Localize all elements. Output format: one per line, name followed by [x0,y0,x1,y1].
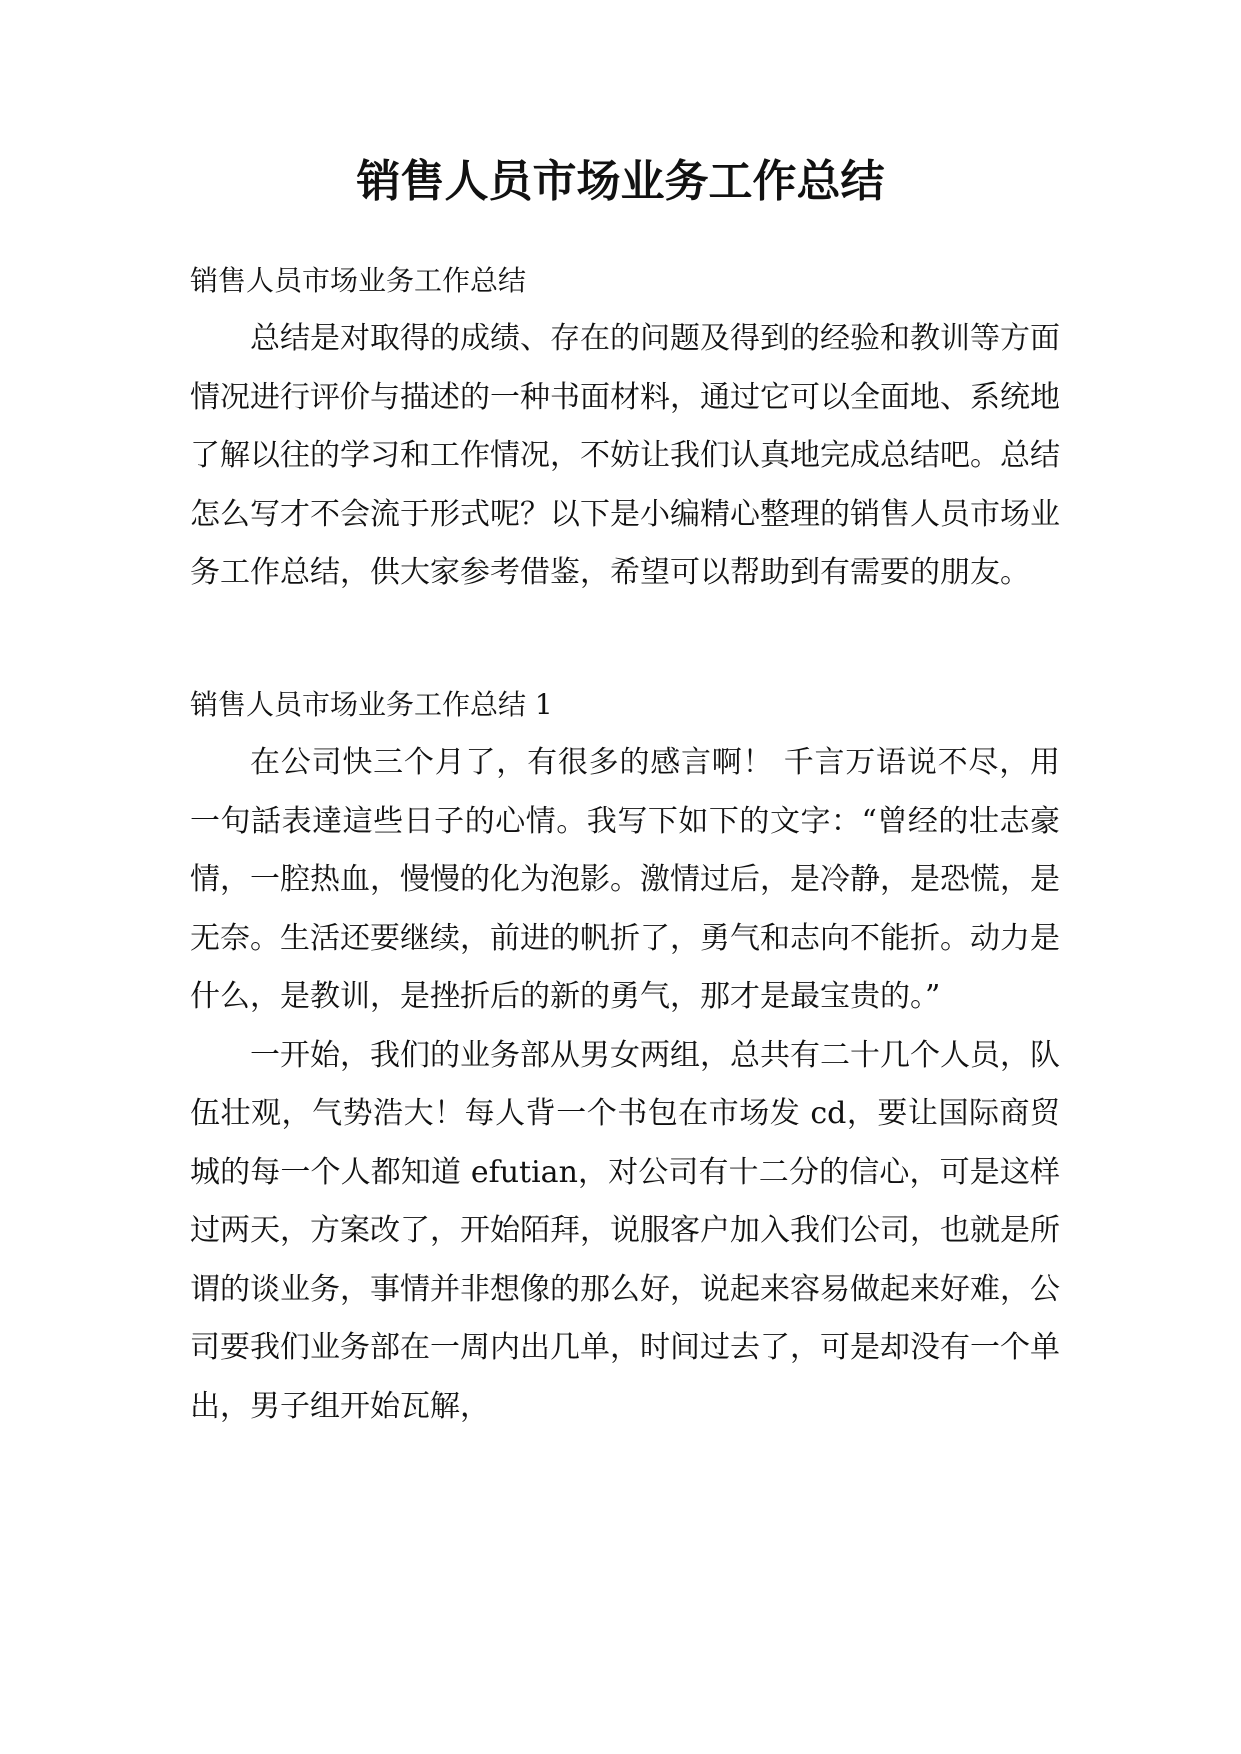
section-1-paragraph-1: 在公司快三个月了，有很多的感言啊！ 千言万语说不尽，用一句話表達這些日子的心情。我写下如下的文字：“曾经的壮志豪情，一腔热血，慢慢的化为泡影。激情过后，是冷静，是恐慌，是无奈。生活还要继续，前进的帆折了，勇气和志向不能折。动力是什么，是教训，是挫折后的新的勇气，那才是最宝贵的。” [190,745,1060,1014]
section-1-paragraph-2: 一开始，我们的业务部从男女两组，总共有二十几个人员，队伍壮观，气势浩大！每人背一个书包在市场发 cd，要让国际商贸城的每一个人都知道 efutian，对公司有十二分的信心，可是这样过两天，方案改了，开始陌拜，说服客户加入我们公司，也就是所谓的谈业务，事情并非想像的那么好，说起来容易做起来好难，公司要我们业务部在一周内出几单，时间过去了，可是却没有一个单出，男子组开始瓦解， [190,1037,1060,1424]
document-title: 销售人员市场业务工作总结 [356,156,885,207]
intro-heading: 销售人员市场业务工作总结 [190,264,527,297]
section-1-heading: 销售人员市场业务工作总结 1 [190,688,553,721]
intro-section [190,252,1060,603]
section-1 [190,676,1060,1436]
intro-paragraph: 总结是对取得的成绩、存在的问题及得到的经验和教训等方面情况进行评价与描述的一种书面材料，通过它可以全面地、系统地了解以往的学习和工作情况，不妨让我们认真地完成总结吧。总结怎么写才不会流于形式呢？以下是小编精心整理的销售人员市场业务工作总结，供大家参考借鉴，希望可以帮助到有需要的朋友。 [190,321,1060,590]
